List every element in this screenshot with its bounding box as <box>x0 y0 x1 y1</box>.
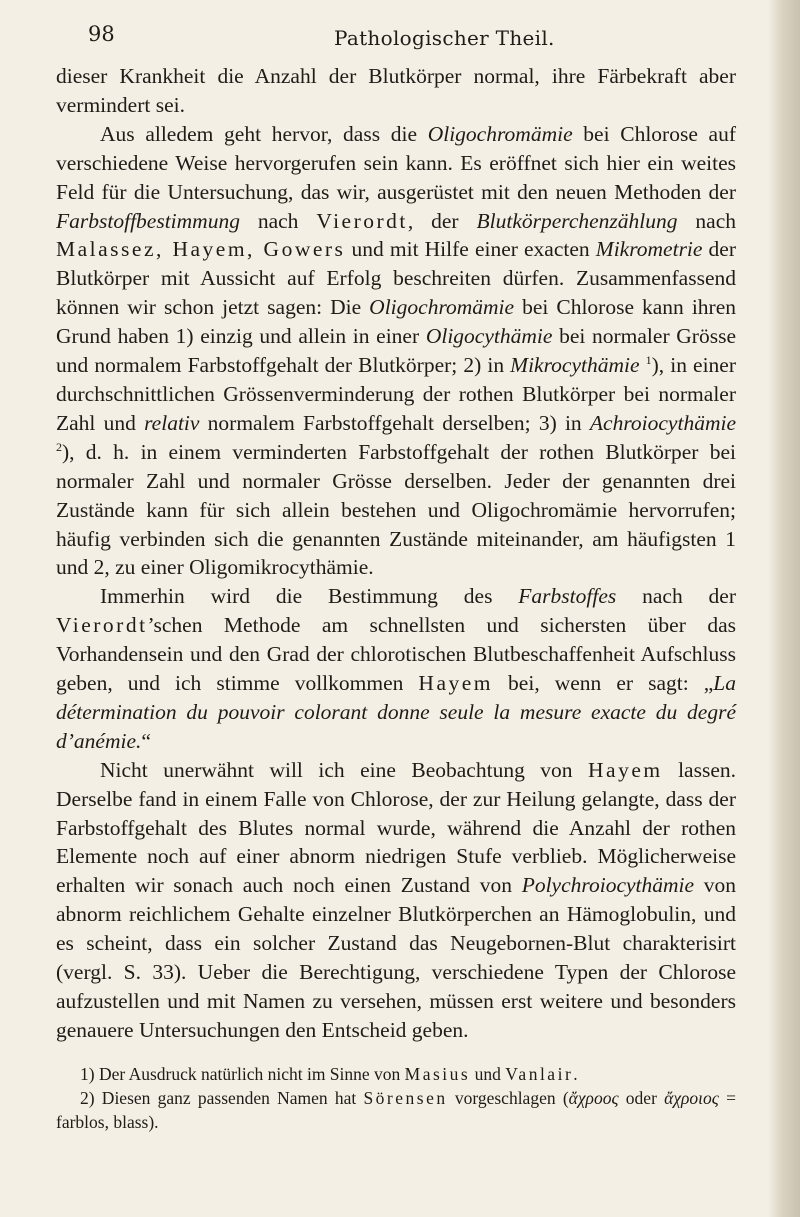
text-run: der Blutkörper mit Aussicht auf Erfolg beschreiten dürfen. Zusammenfassend können wir schon jetzt sagen: Die <box>56 237 737 320</box>
text-run: lassen. Derselbe fand in einem Falle von Chlorose, der zur Heilung gelangte, dass der Farbstoffgehalt des Blutes normal wurde, während die Anzahl der rothen Elemente noch auf einer abnorm niedrigen Stufe verblieb. Möglicherweise erhalten wir sonach auch noch einen Zustand von <box>56 757 736 898</box>
paragraph-4 <box>56 756 736 1045</box>
author-name: Sörensen <box>363 1088 448 1108</box>
author-name: Malassez, Hayem, Gowers <box>56 237 346 262</box>
text-run: normalem Farbstoffgehalt derselben; 3) in <box>199 410 590 435</box>
author-name: Masius <box>404 1064 471 1084</box>
emphasis-term: Oligochromämie <box>427 121 573 146</box>
text-run: und <box>470 1064 506 1084</box>
text-run: = farblos, blass). <box>56 1088 736 1132</box>
emphasis-term: Achroiocythämie <box>589 410 736 435</box>
text-run: , in einer durchschnittlichen Grössenverminderung der rothen Blutkörper bei normaler Zahl und <box>56 353 737 435</box>
text-run: . <box>573 1064 578 1084</box>
text-run: , d. h. in einem verminderten Farbstoffgehalt der rothen Blutkörper bei normaler Zahl und normaler Grösse derselben. Jeder der genannten drei Zustände kann für sich allein bestehen und Oligochromämie hervorrufen; häufig verbinden sich die genannten Zustände miteinander, am häufigsten 1 und 2, zu einer Oligomikrocythämie. <box>56 439 736 580</box>
author-name: Hayem <box>418 671 494 696</box>
text-run: bei normaler Grösse und normalem Farbstoffgehalt der Blutkörper; 2) in <box>56 324 736 378</box>
text-run: Nicht unerwähnt will ich eine Beobachtung von <box>100 757 589 782</box>
author-name: Vanlair <box>505 1064 574 1084</box>
text-run: dieser Krankheit die Anzahl der Blutkörper normal, ihre Färbekraft aber vermindert sei. <box>56 64 736 117</box>
emphasis-term: Oligochromämie <box>369 295 515 320</box>
paragraph-3 <box>56 582 736 755</box>
text-run: 2) Diesen ganz passenden Namen hat <box>80 1088 364 1108</box>
footnote-2 <box>56 1086 736 1134</box>
text-run: und mit Hilfe einer exacten <box>345 237 596 262</box>
footnote-1 <box>56 1062 736 1086</box>
author-name: Vierordt <box>56 613 148 638</box>
text-run: bei Chlorose kann ihren Grund haben 1) einzig und allein in einer <box>56 295 736 349</box>
page-header <box>88 22 708 54</box>
emphasis-term: relativ <box>144 410 200 435</box>
greek-word: ἄχροος <box>568 1088 619 1108</box>
author-name: Hayem <box>588 757 663 782</box>
text-run: bei, wenn er sagt: „ <box>493 671 714 696</box>
emphasis-term: Mikrocythämie <box>510 353 640 378</box>
emphasis-term: Blutkörperchenzählung <box>476 208 678 233</box>
page-edge-shadow <box>768 0 800 1217</box>
emphasis-term: Polychroiocythämie <box>521 873 695 898</box>
text-run: oder <box>618 1088 665 1108</box>
body-text <box>56 62 736 1045</box>
author-name: Vierordt <box>316 208 408 233</box>
emphasis-term: Mikrometrie <box>595 237 703 262</box>
text-run: nach der <box>616 584 736 609</box>
text-run: ’schen Methode am schnellsten und sichersten über das Vorhandensein und den Grad der chlorotischen Blutbeschaffenheit Aufschluss geben, und ich stimme vollkommen <box>56 613 736 696</box>
footnote-ref[interactable]: 2 <box>56 439 62 454</box>
paragraph-2: Aus alledem geht hervor, dass die Oligochromämie bei Chlorose auf verschiedene Weise hervorgerufen sein kann. Es eröffnet sich hier ein weites Feld für die Untersuchung, das wir, ausgerüstet mit den neuen Methoden der Farbstoffbestimmung nach Vierordt, der Blutkörperchenzählung nach Malassez, Hayem, Gowers und mit Hilfe einer exacten Mikrometrie der Blutkörper mit Aussicht auf Erfolg beschreiten dürfen. Zusammenfassend können wir schon jetzt sagen: Die Oligochromämie bei Chlorose kann ihren Grund haben 1) einzig und allein in einer Oligocythämie bei normaler Grösse und normalem Farbstoffgehalt der Blutkörper; 2) in Mikrocythämie $^1$), in einer durchschnittlichen Grössenverminderung der rothen Blutkörper bei normaler Zahl und relativ normalem Farbstoffgehalt derselben; 3) in Achroiocythämie $^2$), d. h. in einem verminderten Farbstoffgehalt der rothen Blutkörper bei normaler Zahl und normaler Grösse derselben. Jeder der genannten drei Zustände kann für sich allein bestehen und Oligochromämie hervorrufen; häufig verbinden sich die genannten Zustände miteinander, am häufigsten 1 und 2, zu einer Oligomikrocythämie. <box>56 121 737 580</box>
french-quotation: La détermination du pouvoir colorant donne seule la mesure exacte du degré d’anémie. <box>56 671 736 753</box>
text-run: nach <box>677 208 736 233</box>
emphasis-term: Farbstoffbestimmung <box>56 208 240 233</box>
text-run: 1) Der Ausdruck natürlich nicht im Sinne von <box>80 1064 405 1084</box>
text-run: Immerhin wird die Bestimmung des <box>100 584 519 609</box>
text-run: vorgeschlagen ( <box>447 1088 569 1108</box>
text-run: nach <box>239 208 317 233</box>
page-number: 98 <box>88 22 115 46</box>
text-run: von abnorm reichlichem Gehalte einzelner Blutkörperchen an Hämoglobulin, und es scheint, dass ein solcher Zustand das Neugebornen-Blut charakterisirt (vergl. S. 33). Ueber die Berechtigung, verschiedene Typen der Chlorose aufzustellen und mit Namen zu versehen, müssen erst weitere und besonders genauere Untersuchungen den Entscheid geben. <box>56 873 737 1042</box>
emphasis-term: Oligocythämie <box>425 324 553 349</box>
text-run: , der <box>407 208 477 233</box>
running-head: Pathologischer Theil. <box>334 26 555 50</box>
emphasis-term: Farbstoffes <box>518 584 617 609</box>
greek-word: ἄχροιος <box>664 1088 719 1108</box>
text-run: “ <box>141 728 151 753</box>
text-run: bei Chlorose auf verschiedene Weise hervorgerufen sein kann. Es eröffnet sich hier ein weites Feld für die Untersuchung, das wir, ausgerüstet mit den neuen Methoden der <box>56 121 736 204</box>
paragraph-1 <box>56 62 736 120</box>
footnote-ref[interactable]: 1 <box>645 352 652 367</box>
text-run: Aus alledem geht hervor, dass die <box>100 121 428 146</box>
footnotes <box>56 1062 736 1134</box>
